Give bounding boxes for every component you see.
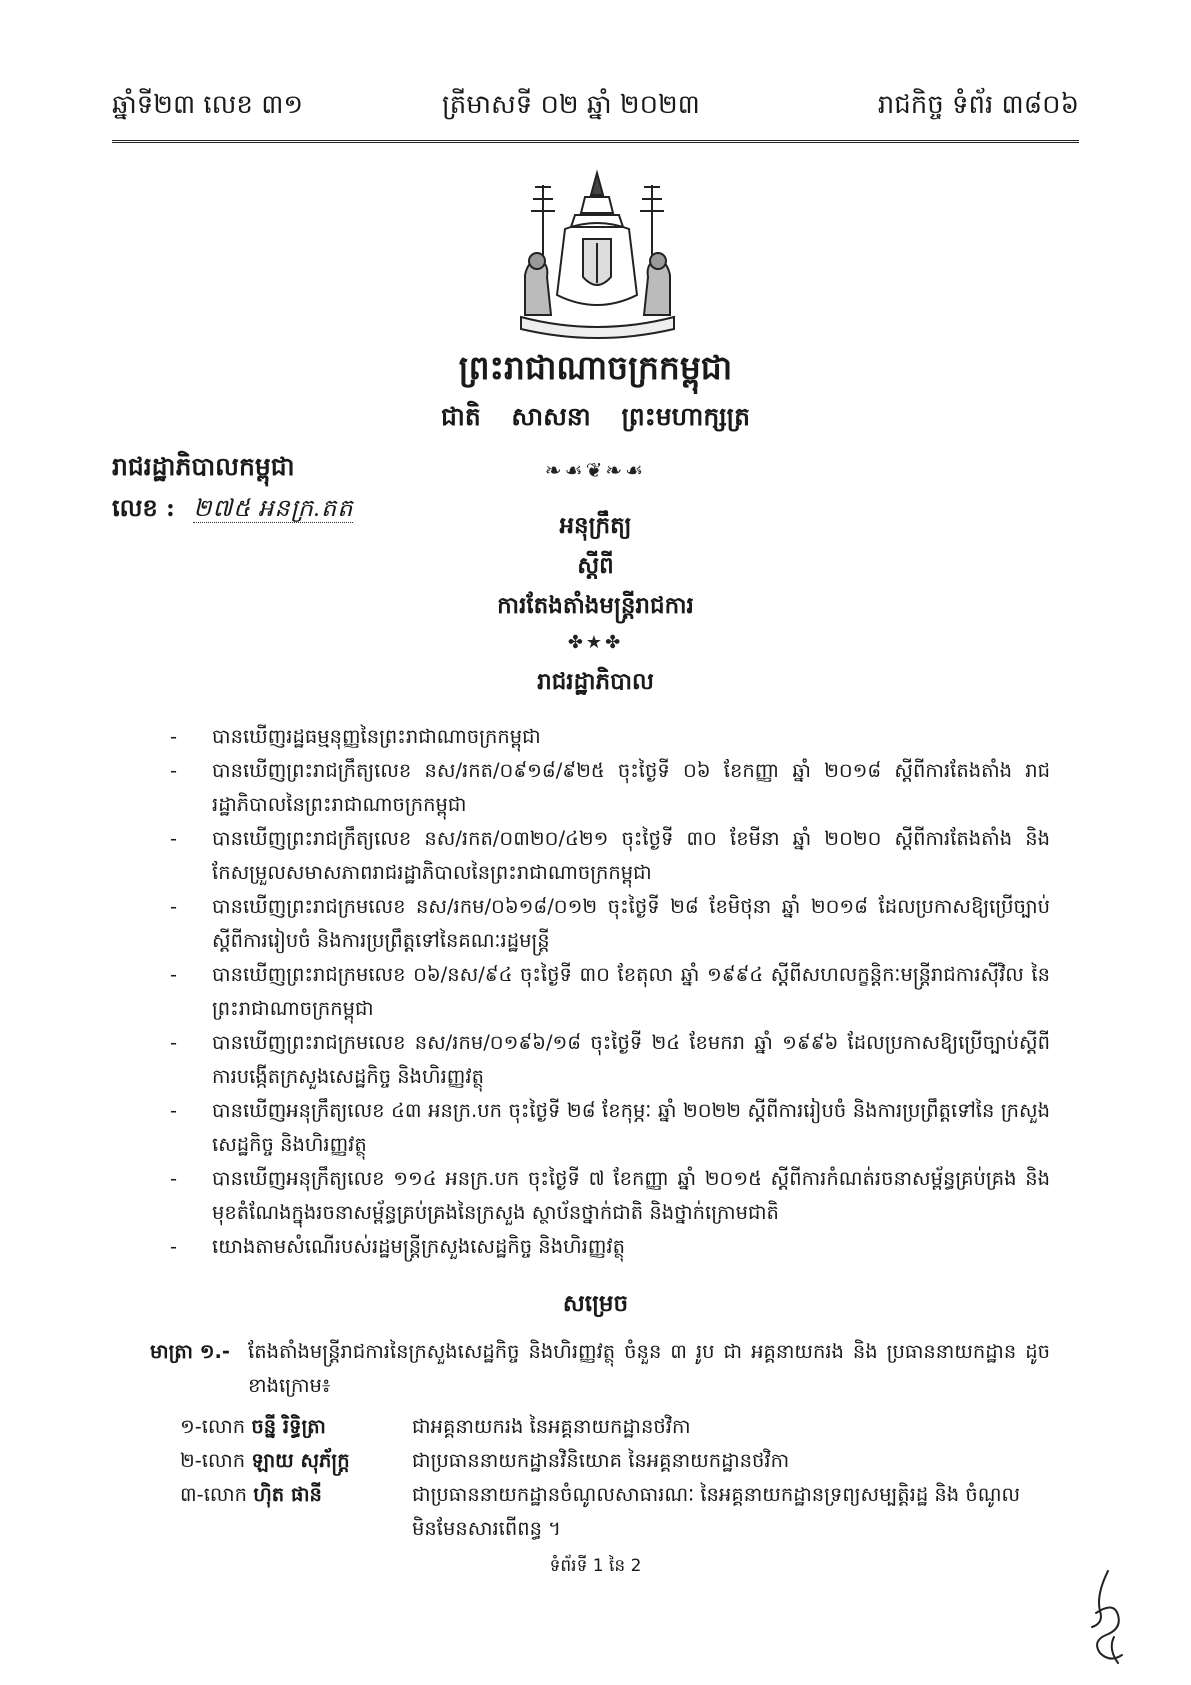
article-text: តែងតាំងមន្ត្រីរាជការនៃក្រសួងសេដ្ឋកិច្ច និងហិរញ្ញវត្ថុ ចំនួន ៣ រូប ជា អគ្គនាយករង និង ប្រធាននាយកដ្ឋាន ដូចខាងក្រោម៖: [248, 1340, 1050, 1397]
appointee-role: ជាប្រធាននាយកដ្ឋានចំណូលសាធារណៈ នៃអគ្គនាយកដ្ឋានទ្រព្យសម្បត្តិរដ្ឋ និង ចំណូលមិនមែនសារពើពន្ធ ។: [412, 1483, 1021, 1540]
recital-item: - បានឃើញព្រះរាជក្រមលេខ ០៦/នស/៩៤ ចុះថ្ងៃទី ៣០ ខែតុលា ឆ្នាំ ១៩៩៤ ស្តីពីសហលក្ខន្តិកៈមន្ត្រីរាជការស៊ីវិល នៃព្រះរាជាណាចក្រកម្ពុជា: [170, 963, 1050, 1020]
appointee: ៣-លោក ហ៊ិត ផានី: [180, 1483, 322, 1506]
recital-item: - បានឃើញព្រះរាជក្រមលេខ នស/រកម/០៦១៨/០១២ ចុះថ្ងៃទី ២៨ ខែមិថុនា ឆ្នាំ ២០១៨ ដែលប្រកាសឱ្យប្រើច្បាប់ ស្តីពីការរៀបចំ និងការប្រព្រឹត្តទៅនៃគណៈរដ្ឋមន្ត្រី: [170, 895, 1050, 952]
page-footer: ទំព័រទី 1 នៃ 2: [549, 1556, 642, 1576]
appointee: ២-លោក ឡាយ សុភ័ក្ត្រ: [180, 1449, 350, 1472]
gazette-quarter: ត្រីមាសទី ០២ ឆ្នាំ ២០២៣: [442, 90, 700, 120]
recitals-list: [170, 720, 1050, 1264]
national-motto: ជាតិ សាសនា ព្រះមហាក្សត្រ: [441, 402, 750, 431]
appointee-role: ជាអគ្គនាយករង នៃអគ្គនាយកដ្ឋានថវិកា: [412, 1415, 691, 1438]
recital-item: - បានឃើញព្រះរាជក្រឹត្យលេខ នស/រកត/០៣២០/៤២១ ចុះថ្ងៃទី ៣០ ខែមីនា ឆ្នាំ ២០២០ ស្តីពីការតែងតាំង និង កែសម្រួលសមាសភាពរាជរដ្ឋាភិបាលនៃព្រះរាជាណាចក្រកម្ពុជា: [170, 827, 1050, 884]
article-1: [150, 1335, 1050, 1403]
initials-signature: [1078, 1565, 1133, 1670]
reference-label: លេខ :: [112, 493, 175, 522]
gazette-header: [112, 88, 1079, 128]
recital-item: - បានឃើញរដ្ឋធម្មនុញ្ញនៃព្រះរាជាណាចក្រកម្ពុជា: [170, 725, 541, 748]
gazette-year-issue: ឆ្នាំទី២៣ លេខ ៣១: [112, 90, 304, 120]
ornament-divider: ❧☙❦❧☙: [544, 458, 647, 482]
appointee-role: ជាប្រធាននាយកដ្ឋានវិនិយោគ នៃអគ្គនាយកដ្ឋានថវិកា: [412, 1449, 790, 1472]
document-subject: ការតែងតាំងមន្ត្រីរាជការ: [497, 592, 694, 619]
ornament-divider-small: ✤★✤: [567, 632, 624, 653]
authority-heading: រាជរដ្ឋាភិបាល: [537, 668, 654, 695]
recital-item: - បានឃើញព្រះរាជក្រឹត្យលេខ នស/រកត/០៩១៨/៩២៥ ចុះថ្ងៃទី ០៦ ខែកញ្ញា ឆ្នាំ ២០១៨ ស្តីពីការតែងតាំង រាជរដ្ឋាភិបាលនៃព្រះរាជាណាចក្រកម្ពុជា: [170, 759, 1050, 816]
appointments-list: [180, 1410, 1050, 1546]
issuing-authority: រាជរដ្ឋាភិបាលកម្ពុជា: [112, 452, 295, 481]
kingdom-title: ព្រះរាជាណាចក្រកម្ពុជា: [458, 348, 733, 387]
recital-item: - យោងតាមសំណើរបស់រដ្ឋមន្ត្រីក្រសួងសេដ្ឋកិច្ច និងហិរញ្ញវត្ថុ: [170, 1235, 625, 1258]
recital-item: - បានឃើញអនុក្រឹត្យលេខ ១១៤ អនក្រ.បក ចុះថ្ងៃទី ៧ ខែកញ្ញា ឆ្នាំ ២០១៥ ស្តីពីការកំណត់រចនាសម្ព័ន្ធគ្រប់គ្រង និងមុខតំណែងក្នុងរចនាសម្ព័ន្ធគ្រប់គ្រងនៃក្រសួង ស្ថាប័នថ្នាក់ជាតិ និងថ្នាក់ក្រោមជាតិ: [170, 1167, 1050, 1224]
appointee: ១-លោក ចន្នី រិទ្ធិត្រា: [180, 1415, 326, 1438]
royal-arms-icon: [505, 165, 690, 340]
gazette-page-number: រាជកិច្ច ទំព័រ ៣៨០៦: [877, 90, 1079, 120]
document-type: អនុក្រឹត្យ: [559, 512, 632, 539]
recital-item: - បានឃើញអនុក្រឹត្យលេខ ៤៣ អនក្រ.បក ចុះថ្ងៃទី ២៨ ខែកុម្ភៈ ឆ្នាំ ២០២២ ស្តីពីការរៀបចំ និងការប្រព្រឹត្តទៅនៃ ក្រសួងសេដ្ឋកិច្ច និងហិរញ្ញវត្ថុ: [170, 1099, 1050, 1156]
appointment-row: [180, 1444, 1050, 1478]
appointment-row: [180, 1410, 1050, 1444]
article-label: មាត្រា ១.-: [150, 1340, 230, 1363]
about-label: ស្ដីពី: [577, 552, 614, 579]
decision-heading: សម្រេច: [562, 1290, 629, 1317]
appointment-row: [180, 1478, 1050, 1546]
reference-value: ២៧៥ អនក្រ.តត: [193, 496, 354, 522]
header-rule: [112, 140, 1079, 143]
recital-item: - បានឃើញព្រះរាជក្រមលេខ នស/រកម/០១៩៦/១៨ ចុះថ្ងៃទី ២៤ ខែមករា ឆ្នាំ ១៩៩៦ ដែលប្រកាសឱ្យប្រើច្បាប់ស្តីពី ការបង្កើតក្រសួងសេដ្ឋកិច្ច និងហិរញ្ញវត្ថុ: [170, 1031, 1050, 1088]
